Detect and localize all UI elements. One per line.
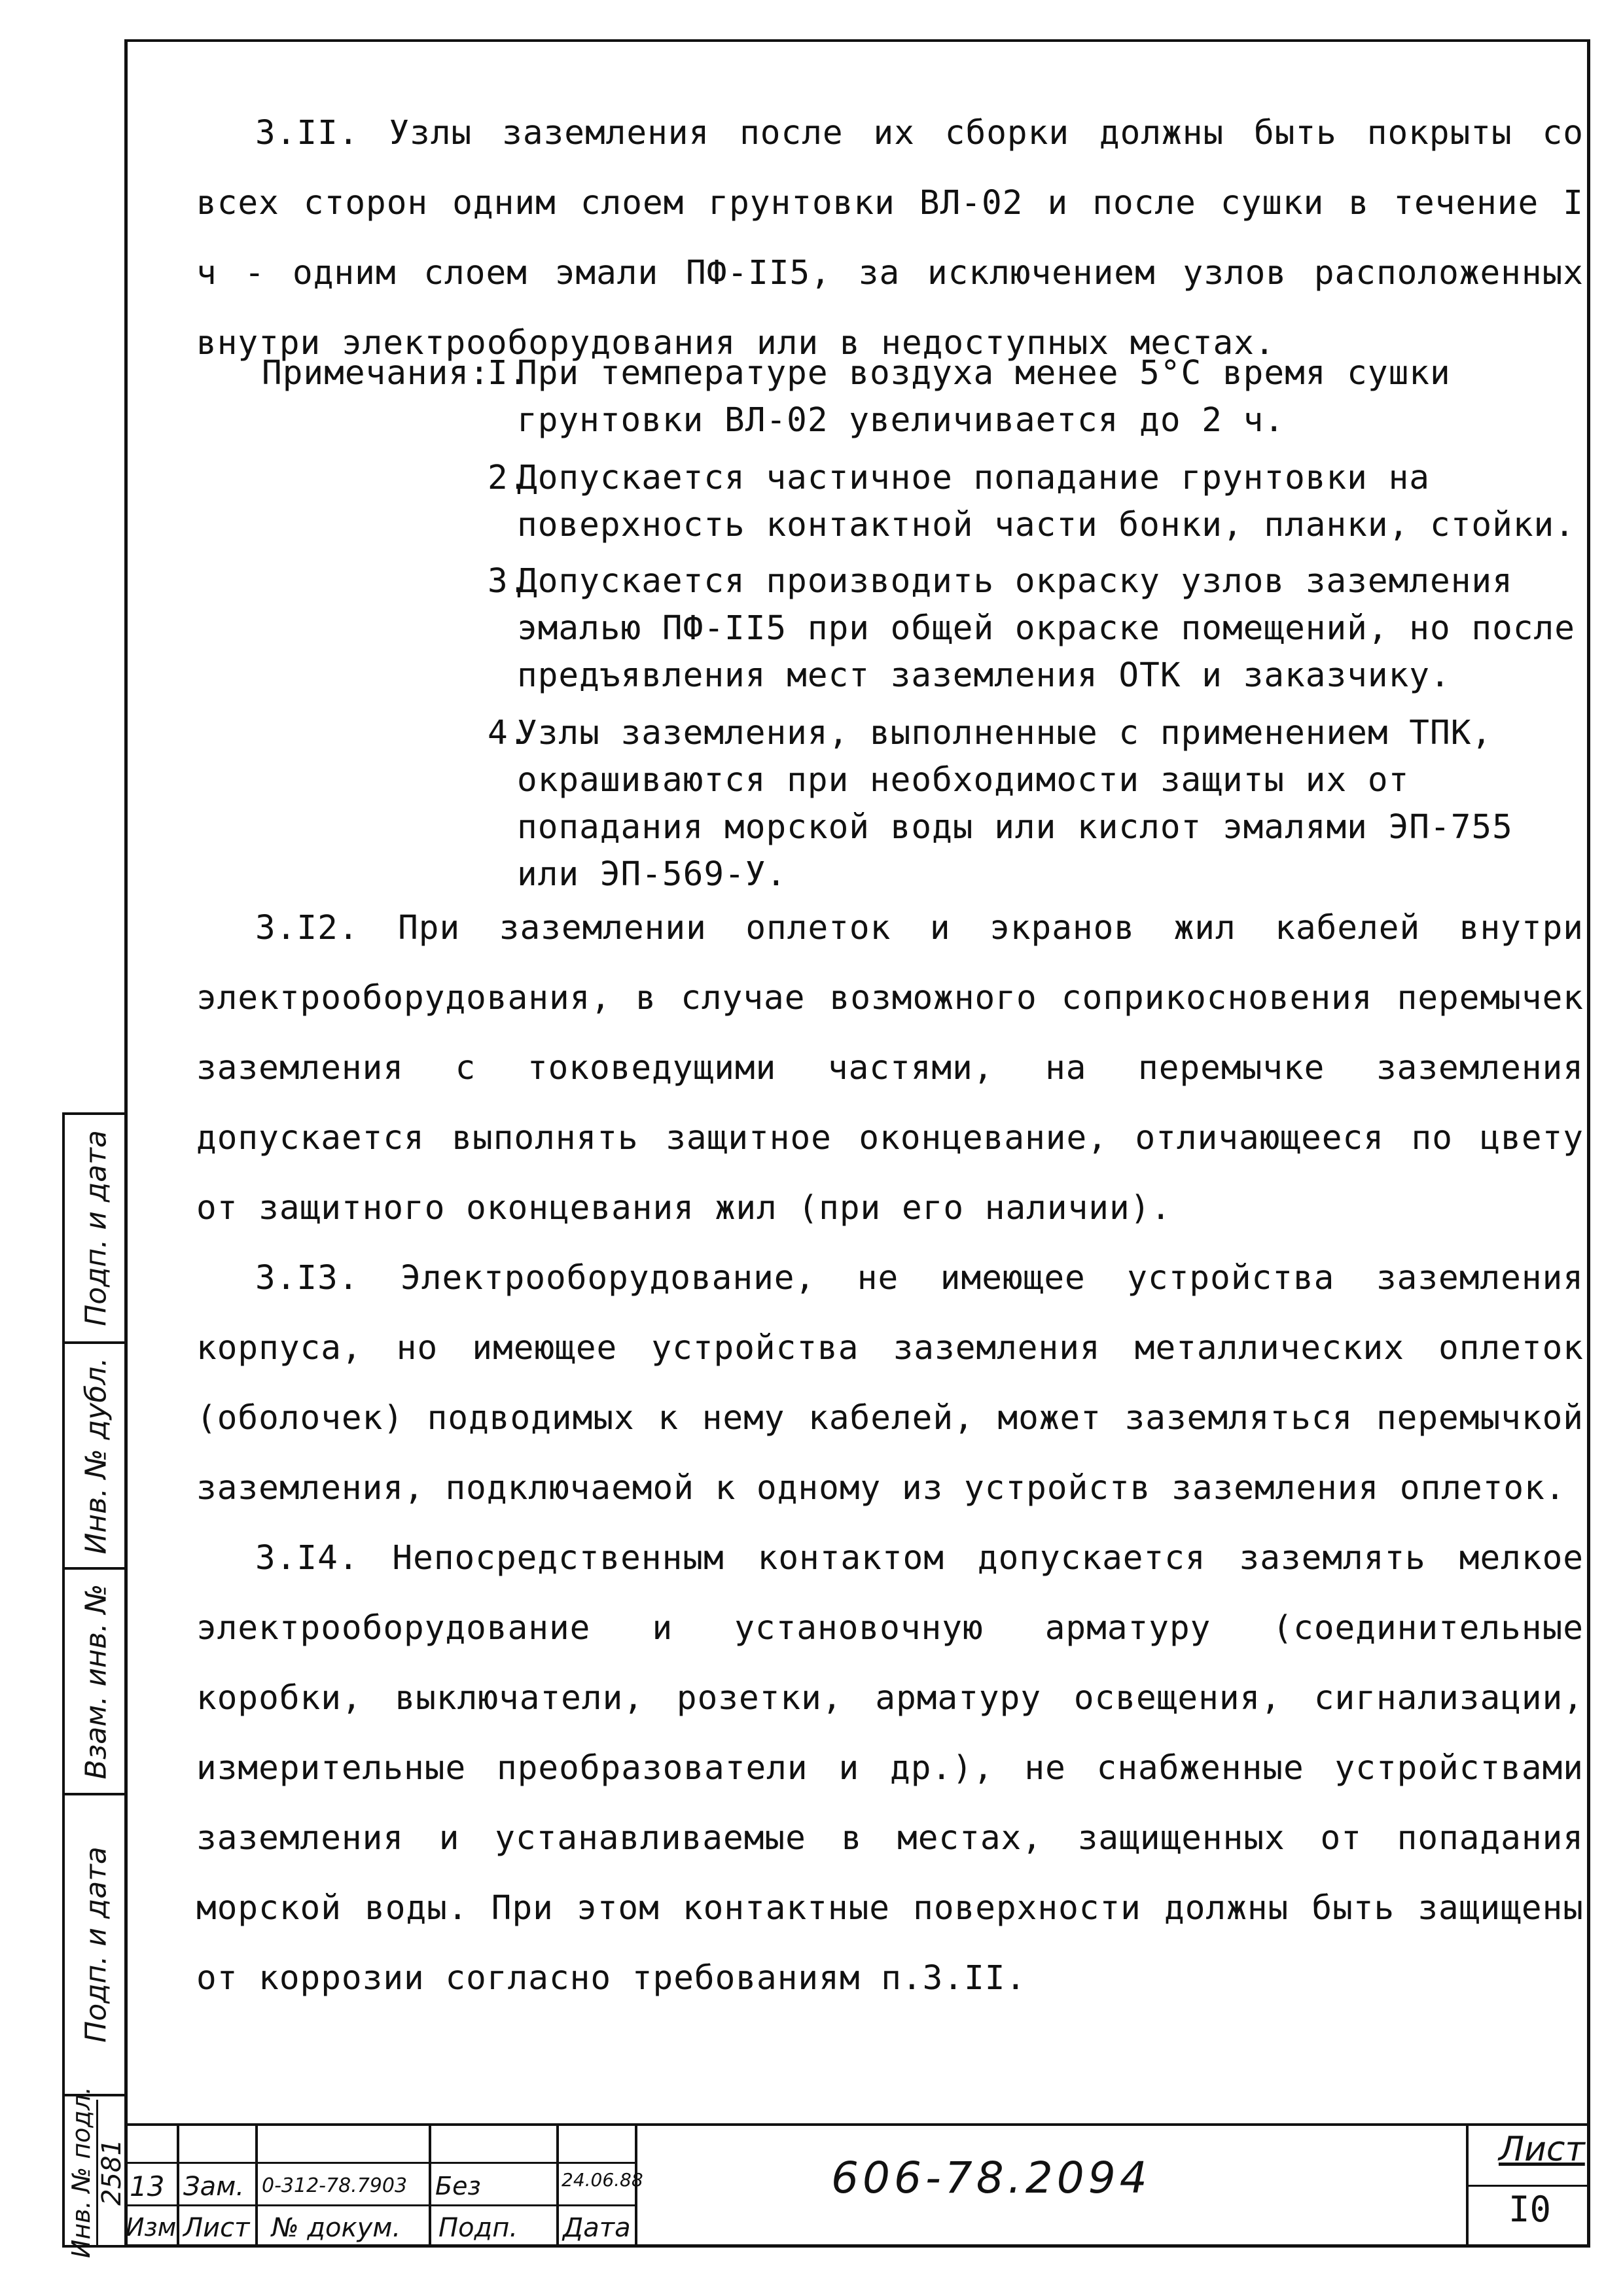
note-3 [488,558,1590,699]
side-cell-sign-date-2 [65,1795,127,2096]
tb-sign: Без [435,2172,481,2200]
tb-col-sign: Подп. [438,2213,518,2243]
side-cell-orig-inv [65,2086,127,2258]
body-text [196,98,1584,378]
sheet-number: I0 [1508,2189,1552,2230]
tb-line [177,2126,179,2248]
tb-col-izm: Изм [126,2213,177,2242]
side-label: Подп. и дата [79,1846,113,2043]
tb-col-list: Лист [183,2213,250,2243]
side-stamp [62,1112,127,2258]
note-1 [488,350,1590,444]
side-label: Взам. инв. № [79,1583,113,1779]
note-text: Допускается производить окраску узлов заземления эмалью ПФ-II5 при общей окраске помещений, но после предъявления мест заземления ОТК и заказчику. [517,562,1575,695]
tb-doc: 0-312-78.7903 [262,2174,408,2197]
tb-line [1466,2185,1590,2187]
note-number: 4. [488,714,529,752]
notes-lead: Примечания: [262,354,490,393]
note-text: При температуре воздуха менее 5°С время сушки грунтовки ВЛ-02 увеличивается до 2 ч. [517,354,1451,440]
tb-line [124,2162,635,2164]
tb-col-date: Дата [563,2213,631,2243]
side-cell-dup-inv [65,1344,127,1570]
body-text-lower [196,893,1584,2013]
tb-line [124,2204,635,2206]
side-label: Подп. и дата [79,1130,113,1326]
tb-izm: 13 [130,2170,165,2202]
note-text: Узлы заземления, выполненные с применением ТПК, окрашиваются при необходимости защиты их от попадания морской воды или кислот эмалями ЭП-755 или ЭП-569-У. [517,714,1513,894]
tb-col-doc: № докум. [272,2213,401,2243]
paragraph-3-11: 3.II. Узлы заземления после их сборки должны быть покрыты со всех сторон одним слоем грунтовки ВЛ-02 и после сушки в течение I ч - одним слоем эмали ПФ-II5, за исключением узлов расположенных внутри электрооборудования или в недоступных местах. [196,114,1584,362]
inv-number: 2581 [97,2138,127,2206]
document-number: 606-78.2094 [831,2153,1151,2203]
note-4 [488,710,1590,898]
side-cell-sign-date-1 [65,1115,127,1344]
tb-date: 24.06.88 [562,2169,643,2191]
note-text: Допускается частичное попадание грунтовки на поверхность контактной части бонки, планки, стойки. [517,459,1575,544]
side-cell-replace-inv [65,1570,127,1795]
note-number: 3. [488,562,529,601]
tb-line [556,2126,559,2248]
tb-list: Зам. [183,2172,245,2202]
tb-line [255,2126,258,2248]
paragraph-3-13: 3.I3. Электрооборудование, не имеющее устройства заземления корпуса, но имеющее устройства заземления металлических оплеток (оболочек) подводимых к нему кабелей, может заземляться перемычкой заземления, подключаемой к одному из устройств заземления оплеток. [196,1259,1584,1508]
side-label: Инв. № дубл. [79,1356,113,1555]
note-2 [488,455,1590,549]
note-number: I. [488,354,529,393]
paragraph-3-12: 3.I2. При заземлении оплеток и экранов жил кабелей внутри электрооборудования, в случае возможного соприкосновения перемычек заземления с токоведущими частями, на перемычке заземления допускается выполнять защитное оконцевание, отличающееся по цвету от защитного оконцевания жил (при его наличии). [196,909,1584,1227]
sheet-label: Лист [1499,2130,1585,2169]
paragraph-3-14: 3.I4. Непосредственным контактом допускается заземлять мелкое электрооборудование и установочную арматуру (соединительные коробки, выключатели, розетки, арматуру освещения, сигнализации, измерительные преобразователи и др.), не снабженные устройствами заземления и устанавливаемые в местах, защищенных от попадания морской воды. При этом контактные поверхности должны быть защищены от коррозии согласно требованиям п.3.II. [196,1539,1584,1998]
side-label: Инв. № подл. [67,2086,96,2258]
note-number: 2. [488,459,529,497]
tb-line [429,2126,431,2248]
tb-line [1466,2126,1469,2248]
